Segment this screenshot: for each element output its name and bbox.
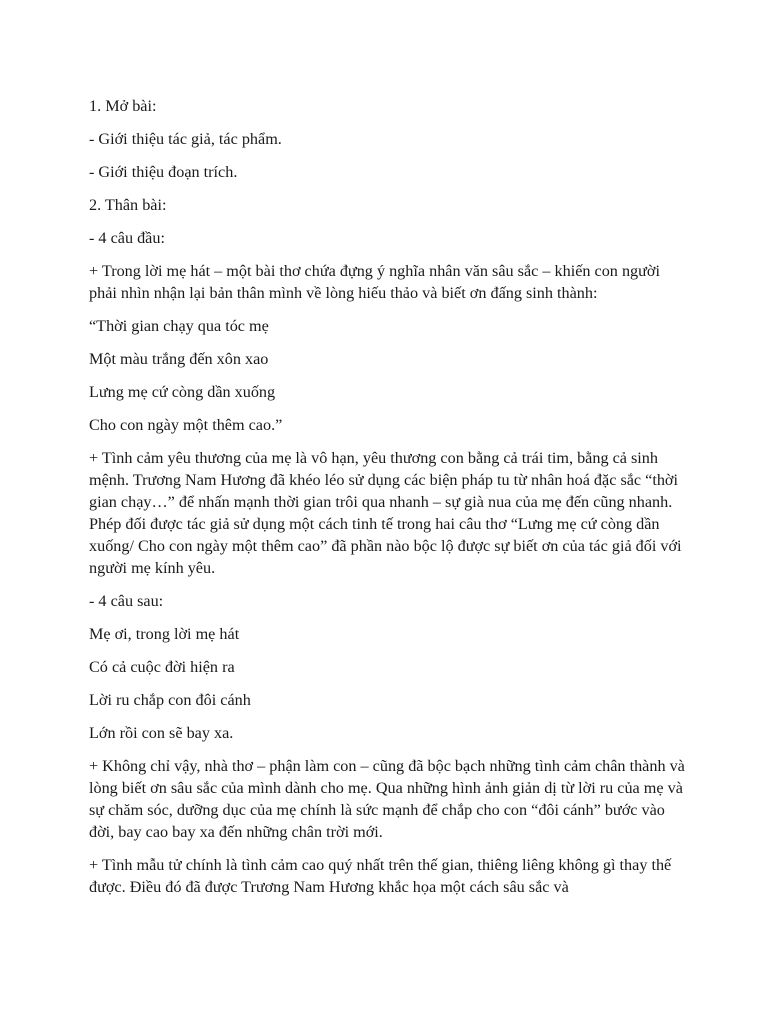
poem-line-5: Mẹ ơi, trong lời mẹ hát xyxy=(89,625,240,643)
subheading-first-four-lines: - 4 câu đầu: xyxy=(89,229,165,247)
poem-line-3: Lưng mẹ cứ còng dần xuống xyxy=(89,383,276,401)
poem-line-1: “Thời gian chạy qua tóc mẹ xyxy=(89,317,269,335)
intro-author-work: - Giới thiệu tác giả, tác phẩm. xyxy=(89,130,282,148)
poem-line-4: Cho con ngày một thêm cao.” xyxy=(89,416,283,434)
subheading-last-four-lines: - 4 câu sau: xyxy=(89,592,164,610)
poem-line-6: Có cả cuộc đời hiện ra xyxy=(89,658,235,676)
poem-line-7: Lời ru chắp con đôi cánh xyxy=(89,691,251,709)
document-body xyxy=(89,95,689,909)
poem-line-8: Lớn rồi con sẽ bay xa. xyxy=(89,724,234,742)
paragraph-filial-gratitude: + Trong lời mẹ hát – một bài thơ chứa đựng ý nghĩa nhân văn sâu sắc – khiến con người phải nhìn nhận lại bản thân mình về lòng hiếu thảo và biết ơn đấng sinh thành: xyxy=(89,262,660,302)
paragraph-maternal-bond: + Tình mẫu tử chính là tình cảm cao quý nhất trên thế gian, thiêng liêng không gì thay thế được. Điều đó đã được Trương Nam Hương khắc họa một cách sâu sắc và xyxy=(89,856,672,896)
paragraph-poet-gratitude: + Không chỉ vậy, nhà thơ – phận làm con – cũng đã bộc bạch những tình cảm chân thành và lòng biết ơn sâu sắc của mình dành cho mẹ. Qua những hình ảnh giản dị từ lời ru của mẹ và sự chăm sóc, dưỡng dục của mẹ chính là sức mạnh để chắp cho con “đôi cánh” bước vào đời, bay cao bay xa đến những chân trời mới. xyxy=(89,757,685,841)
paragraph-mother-love: + Tình cảm yêu thương của mẹ là vô hạn, yêu thương con bằng cả trái tim, bằng cả sinh mệnh. Trương Nam Hương đã khéo léo sử dụng các biện pháp tu từ nhân hoá đặc sắc “thời gian chạy…” để nhấn mạnh thời gian trôi qua nhanh – sự già nua của mẹ đến cũng nhanh. Phép đối được tác giả sử dụng một cách tinh tế trong hai câu thơ “Lưng mẹ cứ còng dần xuống/ Cho con ngày một thêm cao” đã phần nào bộc lộ được sự biết ơn của tác giả đối với người mẹ kính yêu. xyxy=(89,449,682,577)
heading-than-bai: 2. Thân bài: xyxy=(89,196,167,214)
heading-mo-bai: 1. Mở bài: xyxy=(89,97,157,115)
poem-line-2: Một màu trắng đến xôn xao xyxy=(89,350,269,368)
intro-excerpt: - Giới thiệu đoạn trích. xyxy=(89,163,238,181)
